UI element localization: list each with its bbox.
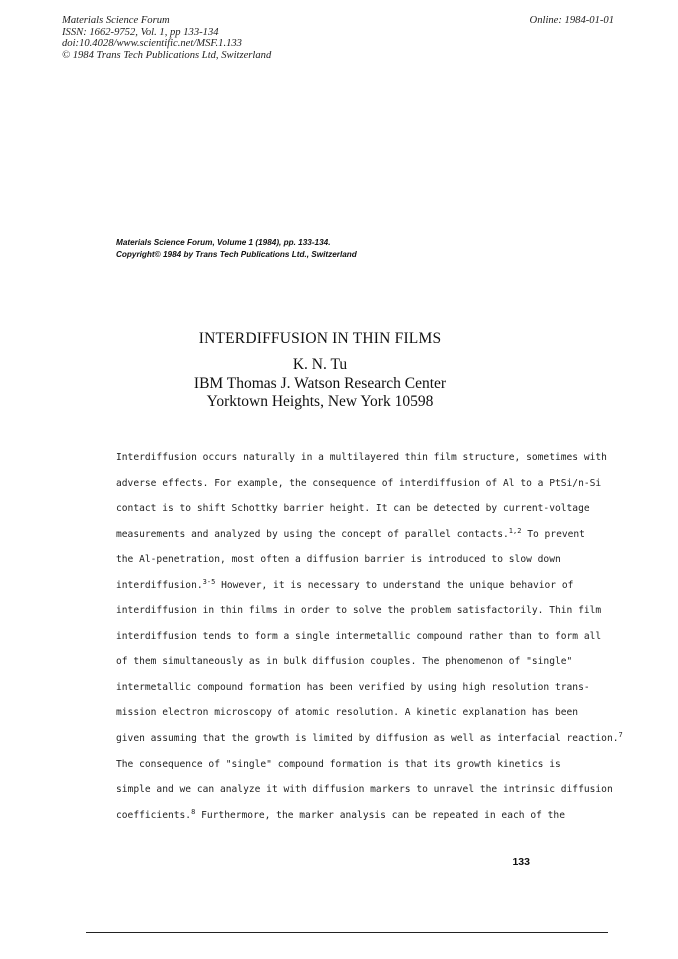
body-line: contact is to shift Schottky barrier height. It can be detected by current-voltage	[116, 503, 590, 515]
citation-superscript: 1,2	[508, 526, 522, 535]
body-line	[116, 577, 574, 606]
body-line: interdiffusion in thin films in order to solve the problem satisfactorily. Thin film	[116, 605, 602, 617]
citation-superscript: 8	[191, 807, 196, 816]
citation-superscript: 7	[618, 731, 623, 740]
body-paragraph	[116, 452, 623, 835]
header-doi: doi:10.4028/www.scientific.net/MSF.1.133	[62, 38, 242, 50]
citation-superscript: 3-5	[202, 577, 216, 586]
body-line: of them simultaneously as in bulk diffusion couples. The phenomenon of "single"	[116, 656, 573, 668]
body-text-segment: interdiffusion.	[116, 579, 203, 591]
body-text-segment: coefficients.	[116, 809, 192, 821]
author-block	[0, 356, 640, 412]
citation-line-2: Copyright© 1984 by Trans Tech Publications Ltd., Switzerland	[116, 249, 357, 259]
body-line	[116, 526, 585, 555]
citation-line-1: Materials Science Forum, Volume 1 (1984), pp. 133-134.	[116, 238, 331, 247]
body-line	[116, 807, 565, 836]
body-line: intermetallic compound formation has been verified by using high resolution trans-	[116, 681, 590, 693]
body-line: interdiffusion tends to form a single intermetallic compound rather than to form all	[116, 630, 602, 642]
body-text-segment: To prevent	[521, 528, 585, 540]
body-text-segment: However, it is necessary to understand the unique behavior of	[215, 579, 574, 591]
body-text-segment: given assuming that the growth is limited by diffusion as well as interfacial reaction.	[116, 733, 619, 745]
affiliation-line-1: IBM Thomas J. Watson Research Center	[193, 374, 447, 392]
online-date: Online: 1984-01-01	[529, 15, 614, 26]
page-number: 133	[512, 856, 530, 868]
journal-citation	[116, 237, 436, 260]
body-line: the Al-penetration, most often a diffusion barrier is introduced to slow down	[116, 554, 561, 566]
body-line: Interdiffusion occurs naturally in a multilayered thin film structure, sometimes with	[116, 452, 607, 463]
body-text-segment: Furthermore, the marker analysis can be repeated in each of the	[195, 809, 565, 821]
affiliation-line-2: Yorktown Heights, New York 10598	[206, 393, 434, 410]
body-line: The consequence of "single" compound formation is that its growth kinetics is	[116, 758, 561, 770]
header-issn: ISSN: 1662-9752, Vol. 1, pp 133-134	[62, 26, 219, 38]
paper-title: INTERDIFFUSION IN THIN FILMS	[198, 330, 442, 347]
header-copyright: © 1984 Trans Tech Publications Ltd, Switzerland	[62, 49, 272, 61]
body-line	[116, 731, 623, 759]
publisher-header	[62, 15, 362, 61]
body-text-segment: measurements and analyzed by using the concept of parallel contacts.	[116, 528, 509, 540]
body-line: mission electron microscopy of atomic resolution. A kinetic explanation has been	[116, 707, 579, 719]
footer-rule	[86, 932, 608, 933]
body-line: adverse effects. For example, the consequence of interdiffusion of Al to a PtSi/n-Si	[116, 477, 602, 489]
body-line: simple and we can analyze it with diffusion markers to unravel the intrinsic diffusion	[116, 784, 613, 796]
header-journal: Materials Science Forum	[62, 15, 170, 26]
author-name: K. N. Tu	[292, 356, 348, 373]
